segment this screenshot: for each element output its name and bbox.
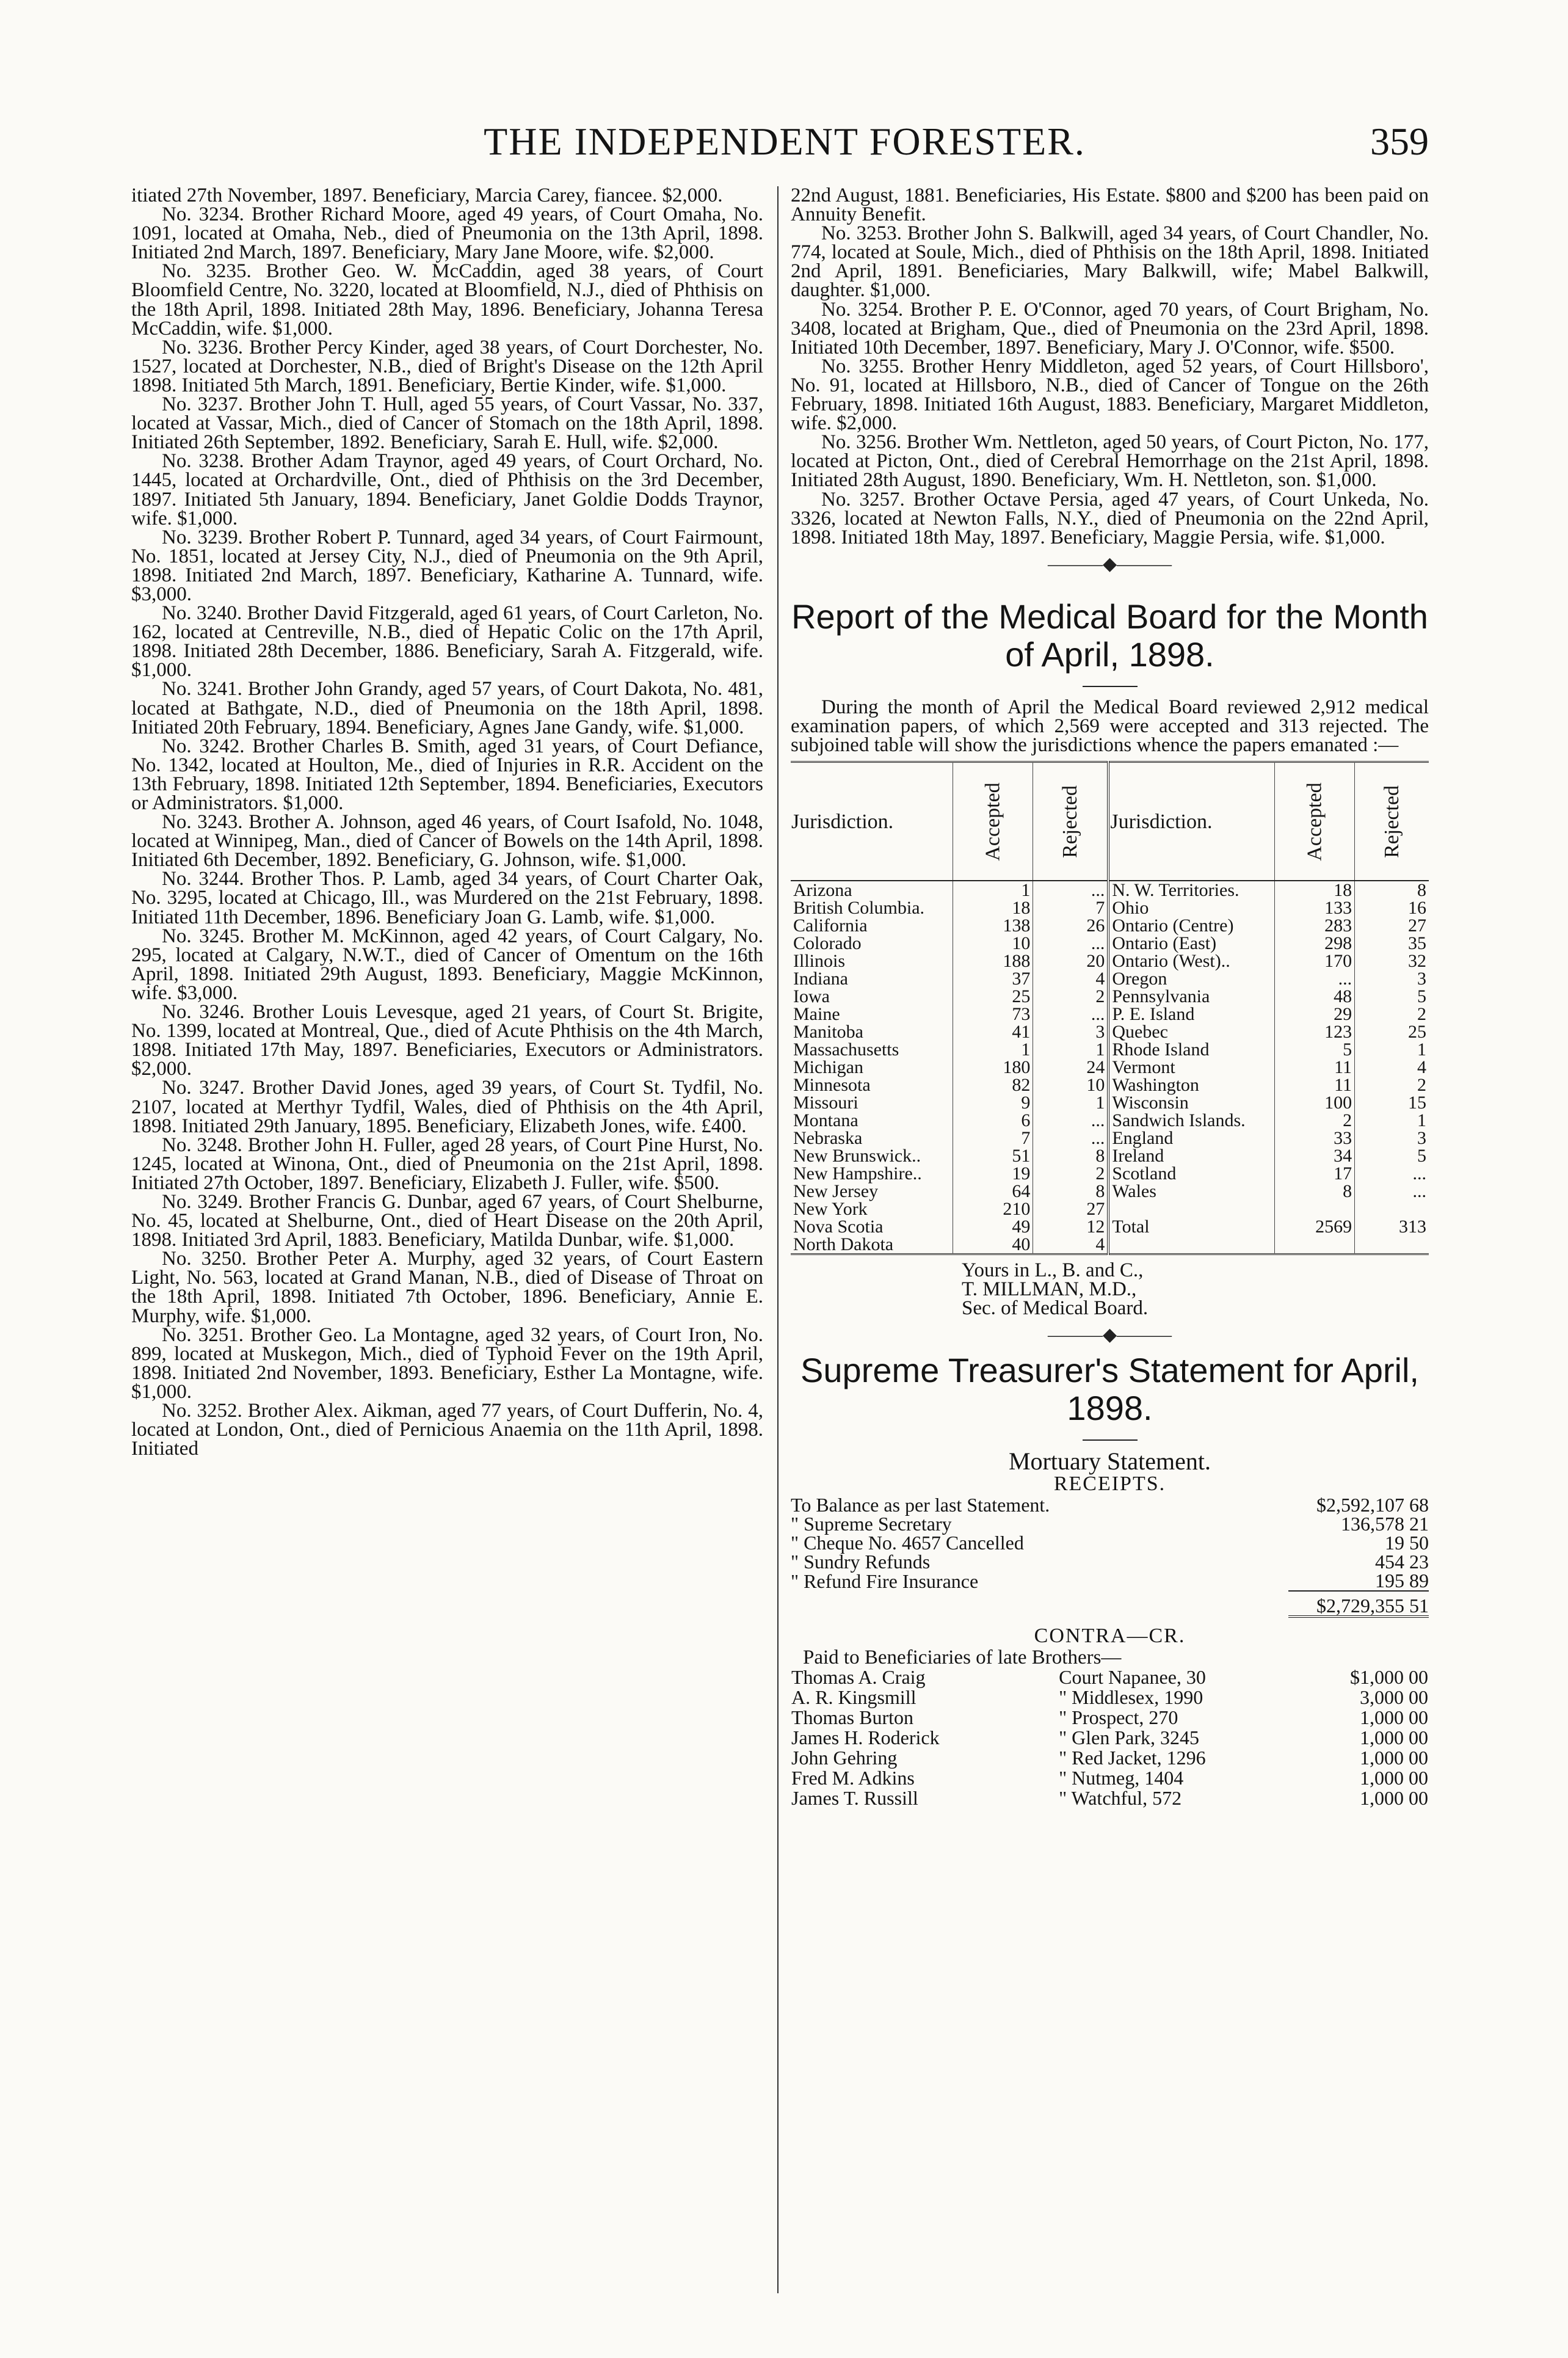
jurisdiction-name: Ontario (West).. [1108, 952, 1274, 970]
jurisdiction-name [1108, 1235, 1274, 1254]
accepted-count: 19 [953, 1165, 1033, 1182]
rejected-count: 2 [1033, 1165, 1108, 1182]
payment-name: James H. Roderick [791, 1726, 940, 1748]
payment-row [791, 1687, 1429, 1708]
rejected-count: 4 [1033, 970, 1108, 988]
section-ornament: ———◆——— [1047, 1325, 1172, 1345]
accepted-count: 7 [953, 1129, 1033, 1147]
rejected-count: 1 [1355, 1041, 1429, 1058]
receipt-row [791, 1515, 1429, 1534]
obituary-entry: No. 3248. Brother John H. Fuller, aged 28 years, of Court Pine Hurst, No. 1245, located at Winona, Ont., died of Pneumonia on the 21st April, 1898. Initiated 27th October, 1897. Beneficiary, Elizabeth J. Fuller, wife. $500. [131, 1134, 763, 1194]
accepted-count: 82 [953, 1076, 1033, 1094]
rejected-count: 4 [1033, 1235, 1108, 1254]
obituary-entry: No. 3253. Brother John S. Balkwill, aged 34 years, of Court Chandler, No. 774, located at Soule, Mich., died of Phthisis on the 18th April, 1898. Initiated 2nd April, 1891. Beneficiaries, Mary Balkwill, wife; Mabel Balkwill, daughter. $1,000. [791, 222, 1429, 302]
jurisdiction-name: British Columbia. [793, 898, 925, 919]
rejected-count: 1 [1355, 1112, 1429, 1129]
accepted-count: 49 [953, 1218, 1033, 1235]
signature-title: Sec. of Medical Board. [962, 1297, 1149, 1320]
rejected-count: 2 [1355, 1076, 1429, 1094]
accepted-count: 180 [953, 1058, 1033, 1076]
jurisdiction-name: Wisconsin [1108, 1094, 1274, 1112]
right-column [791, 186, 1429, 2321]
rejected-count: ... [1033, 934, 1108, 952]
payment-name: Thomas Burton [791, 1706, 913, 1728]
obituary-entry: No. 3245. Brother M. McKinnon, aged 42 years, of Court Calgary, No. 295, located at Calgary, N.W.T., died of Cancer of Omentum on the 16th April, 1898. Initiated 29th August, 1893. Beneficiary, Maggie McKinnon, wife. $3,000. [131, 925, 763, 1004]
mortuary-subheading: Mortuary Statement. [1008, 1447, 1211, 1476]
accepted-count: 18 [1274, 881, 1354, 899]
table-row [791, 952, 1429, 970]
receipt-label: " Refund Fire Insurance [791, 1570, 979, 1592]
payment-court: " Watchful, 572 [1059, 1786, 1182, 1809]
accepted-count: 8 [1274, 1182, 1354, 1200]
payment-name: John Gehring [791, 1746, 898, 1769]
obituary-entry: No. 3240. Brother David Fitzgerald, aged 61 years, of Court Carleton, No. 162, located at Centreville, N.B., died of Hepatic Colic on the 17th April, 1898. Initiated 28th December, 1886. Beneficiary, Sarah A. Fitzgerald, wife. $1,000. [131, 602, 763, 682]
accepted-count: 10 [953, 934, 1033, 952]
jurisdiction-name: New York [793, 1199, 868, 1220]
rejected-count: 27 [1355, 917, 1429, 934]
accepted-count: 40 [953, 1235, 1033, 1254]
receipts-table [791, 1496, 1429, 1618]
obituary-entry: No. 3252. Brother Alex. Aikman, aged 77 years, of Court Dufferin, No. 4, located at London, Ont., died of Pernicious Anaemia on the 11th April, 1898. Initiated [131, 1400, 763, 1460]
rejected-count: 3 [1355, 970, 1429, 988]
jurisdiction-name: Arizona [793, 880, 852, 901]
accepted-count [1274, 1200, 1354, 1218]
receipt-row [791, 1552, 1429, 1571]
obituary-entry: No. 3234. Brother Richard Moore, aged 49 years, of Court Omaha, No. 1091, located at Omaha, Neb., died of Pneumonia on the 13th April, 1898. Initiated 2nd March, 1897. Beneficiary, Mary Jane Moore, wife. $2,000. [131, 203, 763, 264]
payment-row [791, 1728, 1429, 1748]
jurisdiction-name [1108, 1200, 1274, 1218]
rejected-count: 2 [1033, 988, 1108, 1005]
payment-amount: 1,000 00 [1360, 1766, 1428, 1789]
jurisdiction-name: Manitoba [793, 1022, 863, 1043]
accepted-count: 5 [1274, 1041, 1354, 1058]
payment-court: " Nutmeg, 1404 [1059, 1766, 1184, 1789]
heading-rule [1083, 1439, 1138, 1441]
jurisdiction-name: N. W. Territories. [1108, 881, 1274, 899]
table-row [791, 1094, 1429, 1112]
jurisdiction-name: California [793, 915, 868, 936]
accepted-count: 17 [1274, 1165, 1354, 1182]
rejected-count: 7 [1033, 899, 1108, 917]
jurisdiction-name: Colorado [793, 933, 862, 954]
jurisdiction-name: Minnesota [793, 1075, 871, 1096]
table-row [791, 1112, 1429, 1129]
jurisdiction-name: Nebraska [793, 1128, 863, 1149]
obituary-entry: No. 3250. Brother Peter A. Murphy, aged 32 years, of Court Eastern Light, No. 563, located at Grand Manan, N.B., died of Disease of Throat on the 18th April, 1898. Initiated 7th October, 1896. Beneficiary, Annie E. Murphy, wife. $1,000. [131, 1248, 763, 1327]
rejected-count: 32 [1355, 952, 1429, 970]
receipt-label: " Cheque No. 4657 Cancelled [791, 1532, 1024, 1554]
payment-row [791, 1748, 1429, 1768]
accepted-count: 29 [1274, 1005, 1354, 1023]
obituary-entry: No. 3237. Brother John T. Hull, aged 55 years, of Court Vassar, No. 337, located at Vassar, Mich., died of Cancer of Stomach on the 18th April, 1898. Initiated 26th September, 1892. Beneficiary, Sarah E. Hull, wife. $2,000. [131, 393, 763, 454]
accepted-count: 25 [953, 988, 1033, 1005]
rejected-count: 26 [1033, 917, 1108, 934]
accepted-count: 298 [1274, 934, 1354, 952]
jurisdiction-name: P. E. Island [1108, 1005, 1274, 1023]
jurisdiction-name: New Jersey [793, 1181, 879, 1202]
jurisdiction-name: Nova Scotia [793, 1217, 884, 1237]
signature-closing: Yours in L., B. and C., [962, 1259, 1144, 1282]
paid-label: Paid to Beneficiaries of late Brothers— [803, 1646, 1122, 1668]
obituary-entry: No. 3251. Brother Geo. La Montagne, aged 32 years, of Court Iron, No. 899, located at Muskegon, Mich., died of Typhoid Fever on the 19th April, 1898. Initiated 2nd November, 1893. Beneficiary, Esther La Montagne, wife. $1,000. [131, 1323, 763, 1403]
rejected-count: 3 [1355, 1129, 1429, 1147]
rejected-count [1355, 1200, 1429, 1218]
jurisdiction-name: Ontario (Centre) [1108, 917, 1274, 934]
jurisdiction-name: England [1108, 1129, 1274, 1147]
accepted-count: 188 [953, 952, 1033, 970]
accepted-count: 37 [953, 970, 1033, 988]
table-row [791, 1182, 1429, 1200]
accepted-header: Accepted [953, 762, 1033, 881]
table-row [791, 1147, 1429, 1165]
treasurer-heading: Supreme Treasurer's Statement for April, 1898. [800, 1351, 1419, 1428]
rejected-count: 20 [1033, 952, 1108, 970]
accepted-count [1274, 1235, 1354, 1254]
jurisdiction-name: Indiana [793, 969, 848, 989]
payment-amount: $1,000 00 [1350, 1665, 1428, 1688]
obituary-entry: No. 3244. Brother Thos. P. Lamb, aged 34 years, of Court Charter Oak, No. 3295, located at Chicago, Ill., was Murdered on the 21st February, 1898. Initiated 11th December, 1896. Beneficiary Joan G. Lamb, wife. $1,000. [131, 868, 763, 928]
rejected-header: Rejected [1355, 762, 1429, 881]
signature-name: T. MILLMAN, M.D., [962, 1278, 1137, 1301]
contra-label: CONTRA—CR. [1034, 1625, 1186, 1648]
accepted-count: 48 [1274, 988, 1354, 1005]
jurisdiction-name: Iowa [793, 986, 830, 1007]
rejected-count: 313 [1355, 1218, 1429, 1235]
accepted-count: 11 [1274, 1076, 1354, 1094]
obituary-entry: No. 3246. Brother Louis Levesque, aged 21 years, of Court St. Brigite, No. 1399, located at Montreal, Que., died of Acute Phthisis on the 4th March, 1898. Initiated 17th May, 1897. Beneficiaries, Executors or Administrators. $2,000. [131, 1001, 763, 1080]
jurisdiction-name: Ireland [1108, 1147, 1274, 1165]
obituary-entry: 22nd August, 1881. Beneficiaries, His Estate. $800 and $200 has been paid on Annuity Benefit. [791, 186, 1429, 226]
payment-court: " Prospect, 270 [1059, 1706, 1178, 1728]
obituary-entry: itiated 27th November, 1897. Beneficiary, Marcia Carey, fiancee. $2,000. [131, 186, 723, 206]
rejected-count: ... [1033, 881, 1108, 899]
accepted-count: 6 [953, 1112, 1033, 1129]
payment-name: Fred M. Adkins [791, 1766, 915, 1789]
medical-signature [791, 1261, 1429, 1318]
rejected-count: 10 [1033, 1076, 1108, 1094]
left-column [131, 186, 763, 2321]
rejected-count: 4 [1355, 1058, 1429, 1076]
table-row [791, 1235, 1429, 1254]
receipt-row [791, 1496, 1429, 1515]
payment-court: " Middlesex, 1990 [1059, 1686, 1203, 1708]
jurisdiction-name: Total [1108, 1218, 1274, 1235]
payments-table [791, 1667, 1429, 1808]
obituary-entry: No. 3242. Brother Charles B. Smith, aged 31 years, of Court Defiance, No. 1342, located at Houlton, Me., died of Injuries in R.R. Accident on the 13th February, 1898. Initiated 12th September, 1894. Beneficiaries, Executors or Administrators. $1,000. [131, 735, 763, 814]
jurisdiction-name: Oregon [1108, 970, 1274, 988]
payment-row [791, 1708, 1429, 1728]
payment-name: James T. Russill [791, 1786, 918, 1809]
rejected-count: 15 [1355, 1094, 1429, 1112]
payment-amount: 1,000 00 [1360, 1726, 1428, 1748]
jurisdiction-name: Ontario (East) [1108, 934, 1274, 952]
payment-row [791, 1667, 1429, 1687]
payment-name: A. R. Kingsmill [791, 1686, 916, 1708]
accepted-count: 11 [1274, 1058, 1354, 1076]
rejected-count: 35 [1355, 934, 1429, 952]
table-row [791, 988, 1429, 1005]
payment-row [791, 1768, 1429, 1788]
obituary-entry: No. 3257. Brother Octave Persia, aged 47 years, of Court Unkeda, No. 3326, located at Newton Falls, N.Y., died of Pneumonia on the 22nd April, 1898. Initiated 18th May, 1897. Beneficiary, Maggie Persia, wife. $1,000. [791, 488, 1429, 548]
rejected-count: 1 [1033, 1094, 1108, 1112]
accepted-count: 2569 [1274, 1218, 1354, 1235]
receipt-amount: 195 89 [1375, 1570, 1429, 1592]
heading-rule [1083, 686, 1138, 687]
table-row [791, 970, 1429, 988]
payment-row [791, 1788, 1429, 1808]
obituary-entry: No. 3255. Brother Henry Middleton, aged 52 years, of Court Hillsboro', No. 91, located at Hillsboro, N.B., died of Cancer of Tongue on the 26th February, 1898. Initiated 16th August, 1883. Beneficiary, Margaret Middleton, wife. $2,000. [791, 355, 1429, 435]
obituary-entry: No. 3249. Brother Francis G. Dunbar, aged 67 years, of Court Shelburne, No. 45, located at Shelburne, Ont., died of Heart Disease on the 20th April, 1898. Initiated 3rd April, 1883. Beneficiary, Matilda Dunbar, wife. $1,000. [131, 1190, 763, 1251]
jurisdiction-header: Jurisdiction. [791, 762, 953, 881]
jurisdiction-name: Montana [793, 1110, 858, 1131]
medical-report-heading: Report of the Medical Board for the Month of April, 1898. [791, 597, 1428, 674]
table-row [791, 1200, 1429, 1218]
accepted-count: 133 [1274, 899, 1354, 917]
rejected-count: 8 [1033, 1182, 1108, 1200]
rejected-header: Rejected [1033, 762, 1108, 881]
accepted-count: 64 [953, 1182, 1033, 1200]
accepted-count: 210 [953, 1200, 1033, 1218]
rejected-count: 3 [1033, 1023, 1108, 1041]
rejected-count: 24 [1033, 1058, 1108, 1076]
payment-amount: 1,000 00 [1360, 1746, 1428, 1769]
rejected-count: ... [1033, 1005, 1108, 1023]
accepted-count: 100 [1274, 1094, 1354, 1112]
receipt-row [791, 1534, 1429, 1552]
accepted-count: 1 [953, 1041, 1033, 1058]
section-ornament: ———◆——— [1047, 553, 1172, 574]
payment-court: " Red Jacket, 1296 [1059, 1746, 1206, 1769]
table-row [791, 1023, 1429, 1041]
jurisdiction-name: Scotland [1108, 1165, 1274, 1182]
table-row [791, 917, 1429, 934]
jurisdiction-name: Pennsylvania [1108, 988, 1274, 1005]
jurisdiction-name: Massachusetts [793, 1039, 899, 1060]
rejected-count: ... [1355, 1165, 1429, 1182]
jurisdiction-name: Quebec [1108, 1023, 1274, 1041]
jurisdiction-name: Sandwich Islands. [1108, 1112, 1274, 1129]
rejected-count: 2 [1355, 1005, 1429, 1023]
accepted-count: 2 [1274, 1112, 1354, 1129]
jurisdiction-name: Wales [1108, 1182, 1274, 1200]
payment-amount: 1,000 00 [1360, 1786, 1428, 1809]
table-row [791, 1058, 1429, 1076]
table-row [791, 899, 1429, 917]
jurisdiction-table [791, 761, 1429, 1255]
rejected-count: 12 [1033, 1218, 1108, 1235]
table-row [791, 1041, 1429, 1058]
accepted-header: Accepted [1274, 762, 1354, 881]
page-header [140, 119, 1429, 174]
payment-amount: 1,000 00 [1360, 1706, 1428, 1728]
obituary-entry: No. 3243. Brother A. Johnson, aged 46 years, of Court Isafold, No. 1048, located at Winnipeg, Man., died of Cancer of Bowels on the 14th April, 1898. Initiated 6th December, 1892. Beneficiary, G. Johnson, wife. $1,000. [131, 811, 763, 872]
column-divider [777, 186, 779, 2293]
rejected-count: ... [1355, 1182, 1429, 1200]
jurisdiction-header: Jurisdiction. [1108, 762, 1274, 881]
accepted-count: 1 [953, 881, 1033, 899]
table-row [791, 934, 1429, 952]
receipt-label: " Supreme Secretary [791, 1513, 952, 1535]
obituary-entry: No. 3235. Brother Geo. W. McCaddin, aged 38 years, of Court Bloomfield Centre, No. 3220, located at Bloomfield, N.J., died of Phthisis on the 18th April, 1898. Initiated 28th May, 1896. Beneficiary, Johanna Teresa McCaddin, wife. $1,000. [131, 260, 763, 340]
jurisdiction-name: Michigan [793, 1057, 863, 1078]
obituary-entry: No. 3241. Brother John Grandy, aged 57 years, of Court Dakota, No. 481, located at Bathgate, N.D., died of Pneumonia on the 18th April, 1898. Initiated 20th February, 1894. Beneficiary, Agnes Jane Gandy, wife. $1,000. [131, 678, 763, 738]
receipts-label: RECEIPTS. [1053, 1472, 1166, 1496]
table-row [791, 1005, 1429, 1023]
running-title: THE INDEPENDENT FORESTER. [484, 120, 1086, 163]
payment-amount: 3,000 00 [1360, 1686, 1428, 1708]
payment-court: " Glen Park, 3245 [1059, 1726, 1200, 1748]
obituary-entry: No. 3247. Brother David Jones, aged 39 years, of Court St. Tydfil, No. 2107, located at Merthyr Tydfil, Wales, died of Phthisis on the 4th April, 1898. Initiated 29th January, 1895. Beneficiary, Elizabeth Jones, wife. £400. [131, 1077, 763, 1137]
accepted-count: 34 [1274, 1147, 1354, 1165]
receipt-amount: 19 50 [1385, 1532, 1429, 1554]
jurisdiction-name: Vermont [1108, 1058, 1274, 1076]
accepted-count: 138 [953, 917, 1033, 934]
jurisdiction-name: Rhode Island [1108, 1041, 1274, 1058]
receipt-amount: 136,578 21 [1341, 1513, 1429, 1535]
receipts-total: $2,729,355 51 [1288, 1591, 1429, 1617]
rejected-count: 8 [1033, 1147, 1108, 1165]
accepted-count: 283 [1274, 917, 1354, 934]
jurisdiction-name: Ohio [1108, 899, 1274, 917]
rejected-count: ... [1033, 1129, 1108, 1147]
accepted-count: 170 [1274, 952, 1354, 970]
jurisdiction-name: Missouri [793, 1093, 858, 1113]
rejected-count: 1 [1033, 1041, 1108, 1058]
accepted-count: 51 [953, 1147, 1033, 1165]
accepted-count: 41 [953, 1023, 1033, 1041]
rejected-count [1355, 1235, 1429, 1254]
jurisdiction-table-body [791, 881, 1429, 1254]
accepted-count: ... [1274, 970, 1354, 988]
accepted-count: 73 [953, 1005, 1033, 1023]
page-number: 359 [1370, 120, 1429, 163]
obituary-entry: No. 3256. Brother Wm. Nettleton, aged 50 years, of Court Picton, No. 177, located at Picton, Ont., died of Cerebral Hemorrhage on the 21st April, 1898. Initiated 28th August, 1890. Beneficiary, Wm. H. Nettleton, son. $1,000. [791, 431, 1429, 492]
jurisdiction-name: Illinois [793, 951, 846, 972]
table-row [791, 1129, 1429, 1147]
rejected-count: 5 [1355, 1147, 1429, 1165]
jurisdiction-name: North Dakota [793, 1234, 894, 1255]
rejected-count: 5 [1355, 988, 1429, 1005]
table-row [791, 1076, 1429, 1094]
jurisdiction-name: Washington [1108, 1076, 1274, 1094]
rejected-count: ... [1033, 1112, 1108, 1129]
payment-name: Thomas A. Craig [791, 1665, 926, 1688]
rejected-count: 16 [1355, 899, 1429, 917]
receipt-label: To Balance as per last Statement. [791, 1494, 1050, 1516]
obituary-entry: No. 3254. Brother P. E. O'Connor, aged 70 years, of Court Brigham, No. 3408, located at Brigham, Que., died of Pneumonia on the 23rd April, 1898. Initiated 10th December, 1897. Beneficiary, Mary J. O'Connor, wife. $500. [791, 298, 1429, 358]
accepted-count: 33 [1274, 1129, 1354, 1147]
table-row [791, 881, 1429, 899]
receipt-amount: $2,592,107 68 [1316, 1494, 1429, 1516]
jurisdiction-name: New Brunswick.. [793, 1146, 921, 1166]
obituary-entry: No. 3236. Brother Percy Kinder, aged 38 years, of Court Dorchester, No. 1527, located at Dorchester, N.B., died of Bright's Disease on the 12th April 1898. Initiated 5th March, 1891. Beneficiary, Bertie Kinder, wife. $1,000. [131, 336, 763, 396]
jurisdiction-name: New Hampshire.. [793, 1163, 922, 1184]
accepted-count: 18 [953, 899, 1033, 917]
rejected-count: 25 [1355, 1023, 1429, 1041]
accepted-count: 9 [953, 1094, 1033, 1112]
obituary-entry: No. 3239. Brother Robert P. Tunnard, aged 34 years, of Court Fairmount, No. 1851, located at Jersey City, N.J., died of Pneumonia on the 9th April, 1898. Initiated 2nd March, 1897. Beneficiary, Katharine A. Tunnard, wife. $3,000. [131, 526, 763, 605]
rejected-count: 8 [1355, 881, 1429, 899]
table-row [791, 1165, 1429, 1182]
obituary-entry: No. 3238. Brother Adam Traynor, aged 49 years, of Court Orchard, No. 1445, located at Orchardville, Ont., died of Phthisis on the 3rd December, 1897. Initiated 5th January, 1894. Beneficiary, Janet Goldie Dodds Traynor, wife. $1,000. [131, 450, 763, 529]
medical-report-intro: During the month of April the Medical Board reviewed 2,912 medical examination papers, of which 2,569 were accepted and 313 rejected. The subjoined table will show the jurisdictions whence the papers emanated :— [791, 696, 1429, 757]
rejected-count: 27 [1033, 1200, 1108, 1218]
receipt-row [791, 1571, 1429, 1591]
accepted-count: 123 [1274, 1023, 1354, 1041]
receipt-label: " Sundry Refunds [791, 1551, 931, 1573]
jurisdiction-name: Maine [793, 1004, 840, 1025]
payment-court: Court Napanee, 30 [1059, 1665, 1206, 1688]
table-row [791, 1218, 1429, 1235]
receipt-amount: 454 23 [1375, 1551, 1429, 1573]
